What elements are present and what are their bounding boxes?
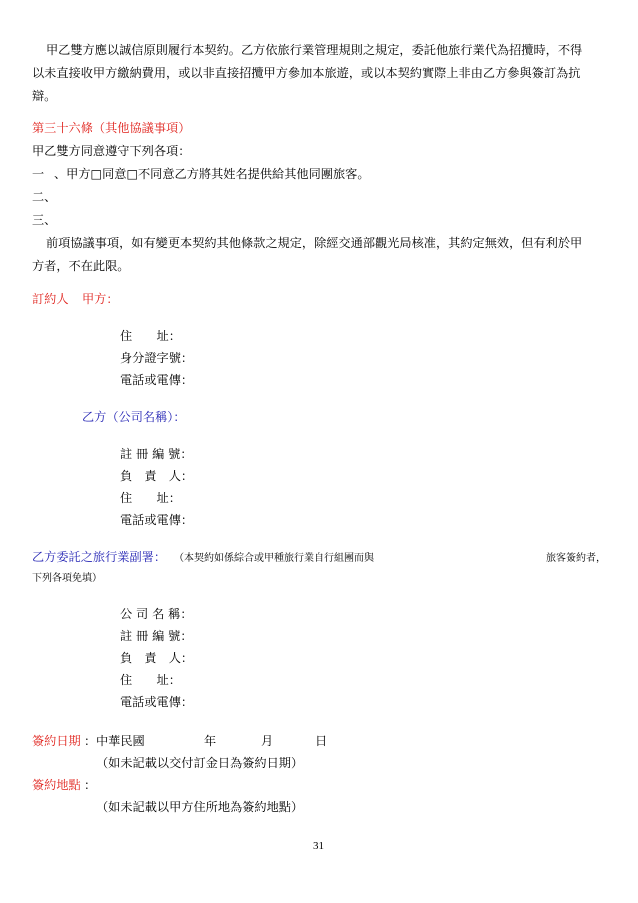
item-1-number: 一	[32, 167, 45, 181]
signing-date-colon: ：	[84, 734, 97, 748]
signing-place-note: （如未記載以甲方住所地為簽約地點）	[96, 800, 304, 814]
agent-registration-field: 註 冊 編 號：	[120, 629, 193, 643]
signing-date-day: 日	[315, 734, 328, 748]
signer-label: 訂約人	[32, 292, 69, 306]
signing-place-colon: ：	[84, 778, 97, 792]
party-b-phone-field: 電話或電傳：	[120, 513, 194, 527]
item-2: 二、	[32, 190, 57, 204]
agent-company-field: 公 司 名 稱：	[120, 607, 193, 621]
signing-date-month: 月	[261, 734, 274, 748]
closing-line-2: 方者，不在此限。	[32, 259, 130, 273]
page-number: 31	[313, 840, 324, 852]
agent-phone-field: 電話或電傳：	[120, 695, 194, 709]
intro-line-1: 甲乙雙方應以誠信原則履行本契約。乙方依旅行業管理規則之規定，委託他旅行業代為招攬時，不得	[46, 43, 583, 57]
agent-label: 乙方委託之旅行業副署：	[32, 550, 167, 564]
intro-line-2: 以未直接收甲方繳納費用，或以非直接招攬甲方參加本旅遊，或以本契約實際上非由乙方參與簽訂為抗	[32, 66, 581, 80]
party-a-label: 甲方：	[82, 292, 119, 306]
article-36-title: 第三十六條（其他協議事項）	[32, 121, 191, 135]
signing-date-note: （如未記載以交付訂金日為簽約日期）	[96, 756, 304, 770]
agent-note-line-1: （本契約如係綜合或甲種旅行業自行組團而與	[174, 553, 374, 564]
agent-note-line-1-tail: 旅客簽約者，	[546, 553, 606, 564]
signing-date-label: 簽約日期	[32, 734, 81, 748]
closing-line-1: 前項協議事項，如有變更本契約其他條款之規定，除經交通部觀光局核准，其約定無效，但有利於甲	[46, 236, 583, 250]
signing-place-label: 簽約地點	[32, 778, 81, 792]
article-36-lead: 甲乙雙方同意遵守下列各項：	[32, 144, 191, 158]
agent-representative-field: 負 責 人：	[120, 651, 194, 665]
party-a-id-field: 身分證字號：	[120, 351, 194, 365]
party-b-label: 乙方（公司名稱）：	[82, 410, 186, 424]
signing-date-era: 中華民國	[96, 734, 145, 748]
party-b-address-field: 住 址：	[120, 491, 181, 505]
party-b-representative-field: 負 責 人：	[120, 469, 194, 483]
item-3: 三、	[32, 213, 57, 227]
signing-date-year: 年	[204, 734, 217, 748]
agent-note-line-2: 下列各項免填）	[32, 573, 102, 584]
party-a-address-field: 住 址：	[120, 329, 181, 343]
party-a-phone-field: 電話或電傳：	[120, 373, 194, 387]
party-b-registration-field: 註 冊 編 號：	[120, 447, 193, 461]
item-1-text: 、甲方□同意□不同意乙方將其姓名提供給其他同團旅客。	[54, 167, 370, 181]
agent-address-field: 住 址：	[120, 673, 181, 687]
intro-line-3: 辯。	[32, 89, 57, 103]
